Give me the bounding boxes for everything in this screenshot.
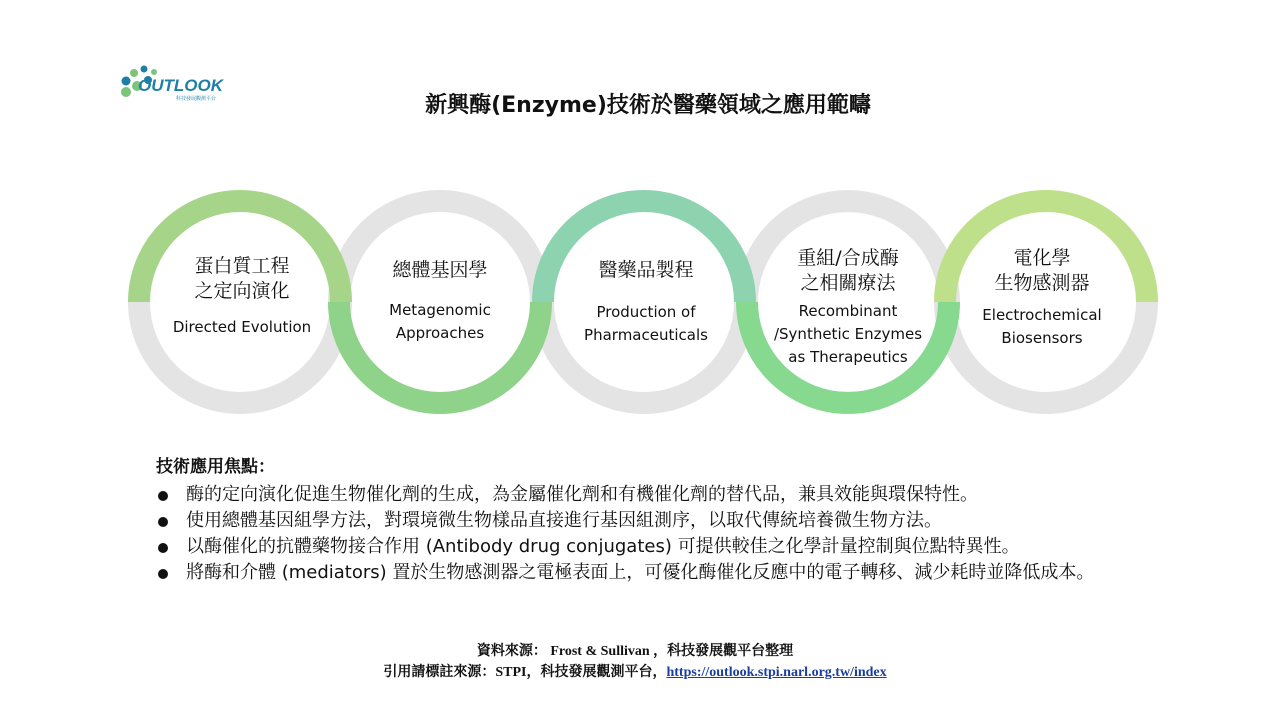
bullet-icon: [158, 543, 168, 553]
bullet-icon: [158, 491, 168, 501]
ring-en-label: Directed Evolution: [172, 318, 312, 336]
logo-subtitle: 科技發展觀測平台: [176, 96, 217, 102]
source-link[interactable]: https://outlook.stpi.narl.org.tw/index: [666, 665, 887, 680]
ring-zh-label: 蛋白質工程 之定向演化: [194, 255, 290, 302]
list-item: [156, 534, 1156, 560]
ring-en-label: Electrochemical Biosensors: [982, 306, 1102, 347]
list-item-text: 將酶和介體 (mediators) 置於生物感測器之電極表面上，可優化酶催化反應中的電子轉移、減少耗時並降低成本。: [186, 562, 1095, 583]
list-item: [156, 508, 1156, 534]
ring-zh-label: 總體基因學: [392, 259, 488, 281]
bullet-icon: [158, 569, 168, 579]
list-item-text: 使用總體基因組學方法，對環境微生物樣品直接進行基因組測序，以取代傳統培養微生物方法。: [186, 510, 942, 531]
list-item-text: 酶的定向演化促進生物催化劑的生成，為金屬催化劑和有機催化劑的替代品，兼具效能與環保特性。: [186, 484, 978, 505]
list-item-text: 以酶催化的抗體藥物接合作用 (Antibody drug conjugates) 可提供較佳之化學計量控制與位點特異性。: [186, 536, 1020, 557]
list-item: [156, 560, 1156, 586]
page-title: 新興酶(Enzyme)技術於醫藥領域之應用範疇: [425, 93, 871, 118]
source-line: 資料來源： Frost & Sullivan ，科技發展觀平台整理: [476, 644, 794, 659]
citation-line: [0, 661, 1270, 681]
ring-en-label: Recombinant /Synthetic Enzymes as Therapeutics: [773, 302, 923, 366]
ring-en-label: Production of Pharmaceuticals: [584, 303, 708, 344]
focus-list: [156, 482, 1156, 586]
ring-en-label: Metagenomic Approaches: [389, 301, 491, 342]
focus-title: 技術應用焦點：: [156, 457, 275, 477]
ring-zh-label: 重組/合成酶 之相關療法: [797, 247, 899, 294]
bullet-icon: [158, 517, 168, 527]
ring-label-directed-evolution: [152, 254, 332, 339]
ring-label-recombinant: [748, 246, 948, 369]
citation-prefix: 引用請標註來源：STPI，科技發展觀測平台，: [383, 665, 667, 680]
ring-zh-label: 電化學 生物感測器: [994, 247, 1090, 294]
list-item: [156, 482, 1156, 508]
ring-label-biosensors: [952, 246, 1132, 350]
ring-zh-label: 醫藥品製程: [598, 259, 694, 281]
ring-label-metagenomic: [350, 258, 530, 345]
logo-text: OUTLOOK: [138, 76, 223, 95]
ring-label-pharmaceuticals: [556, 258, 736, 347]
